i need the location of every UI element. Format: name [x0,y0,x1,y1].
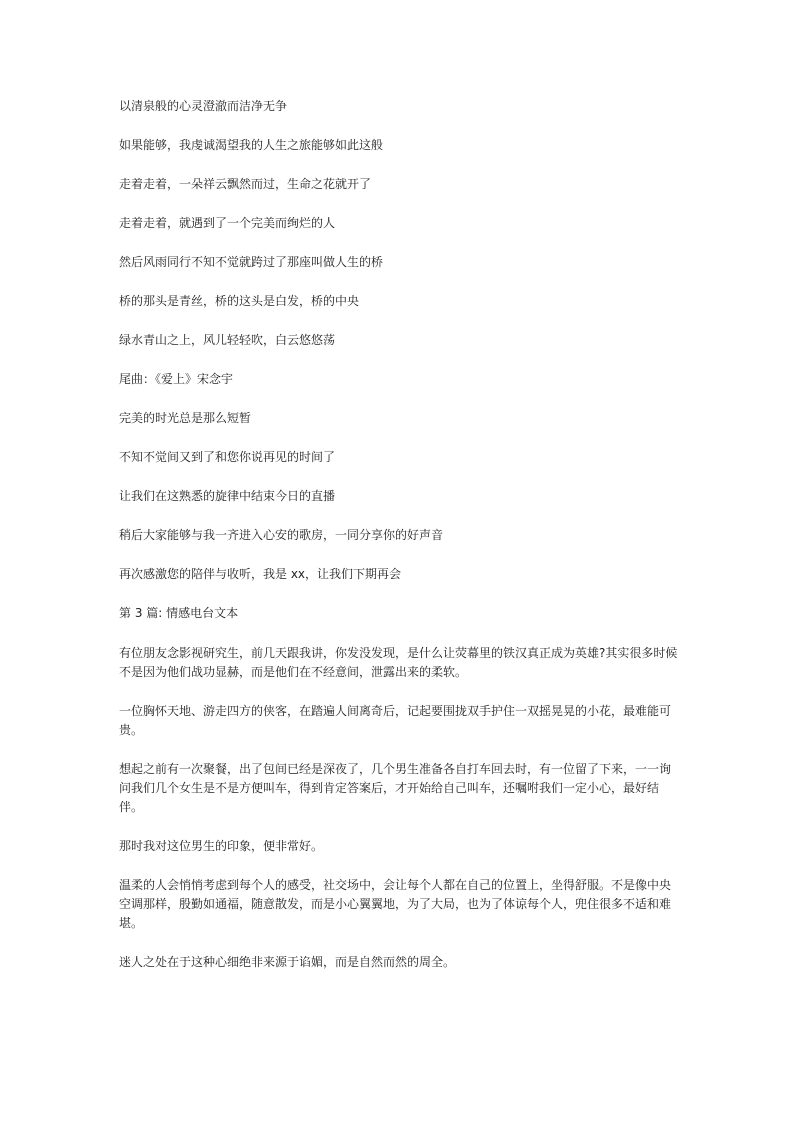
paragraph: 想起之前有一次聚餐，出了包间已经是深夜了，几个男生准备各自打车回去时，有一位留了下来，一一询问我们几个女生是不是方便叫车，得到肯定答案后，才开始给自己叫车，还嘱咐我们一定小心，最好结伴。 [119,762,672,814]
text-line: 走着走着，就遇到了一个完美而绚烂的人 [119,216,336,230]
text-line: 桥的那头是青丝，桥的这头是白发，桥的中央 [119,294,360,308]
text-line: 如果能够，我虔诚渴望我的人生之旅能够如此这般 [119,138,384,152]
paragraph: 一位胸怀天地、游走四方的侠客，在踏遍人间离奇后，记起要围拢双手护住一双摇晃晃的小花，最难能可贵。 [119,704,672,737]
text-line: 绿水青山之上，风儿轻轻吹，白云悠悠荡 [119,333,336,347]
text-line: 稍后大家能够与我一齐进入心安的歌房，一同分享你的好声音 [119,528,444,542]
paragraph: 迷人之处在于这种心细绝非来源于谄媚，而是自然而然的周全。 [119,955,456,969]
text-line: 以清泉般的心灵澄澈而洁净无争 [119,99,288,113]
text-line: 再次感激您的陪伴与收听，我是 xx，让我们下期再会 [119,567,402,581]
text-line: 尾曲：《爱上》宋念宇 [119,372,234,386]
document-body [119,97,679,992]
paragraph: 有位朋友念影视研究生，前几天跟我讲，你发没发现，是什么让荧幕里的铁汉真正成为英雄?其实很多时候不是因为他们战功显赫，而是他们在不经意间，泄露出来的柔软。 [119,646,678,679]
text-line: 不知不觉间又到了和您你说再见的时间了 [119,450,336,464]
paragraph: 那时我对这位男生的印象，便非常好。 [119,839,324,853]
text-line: 走着走着，一朵祥云飘然而过，生命之花就开了 [119,177,372,191]
text-line: 让我们在这熟悉的旋律中结束今日的直播 [119,489,336,503]
text-line: 完美的时光总是那么短暂 [119,411,252,425]
text-line: 然后风雨同行不知不觉就跨过了那座叫做人生的桥 [119,255,384,269]
section-heading: 第 3 篇: 情感电台文本 [119,606,239,620]
paragraph: 温柔的人会悄悄考虑到每个人的感受，社交场中，会让每个人都在自己的位置上，坐得舒服。不是像中央空调那样，殷勤如通福，随意散发，而是小心翼翼地，为了大局，也为了体谅每个人，兜住很多不适和难堪。 [119,878,672,930]
